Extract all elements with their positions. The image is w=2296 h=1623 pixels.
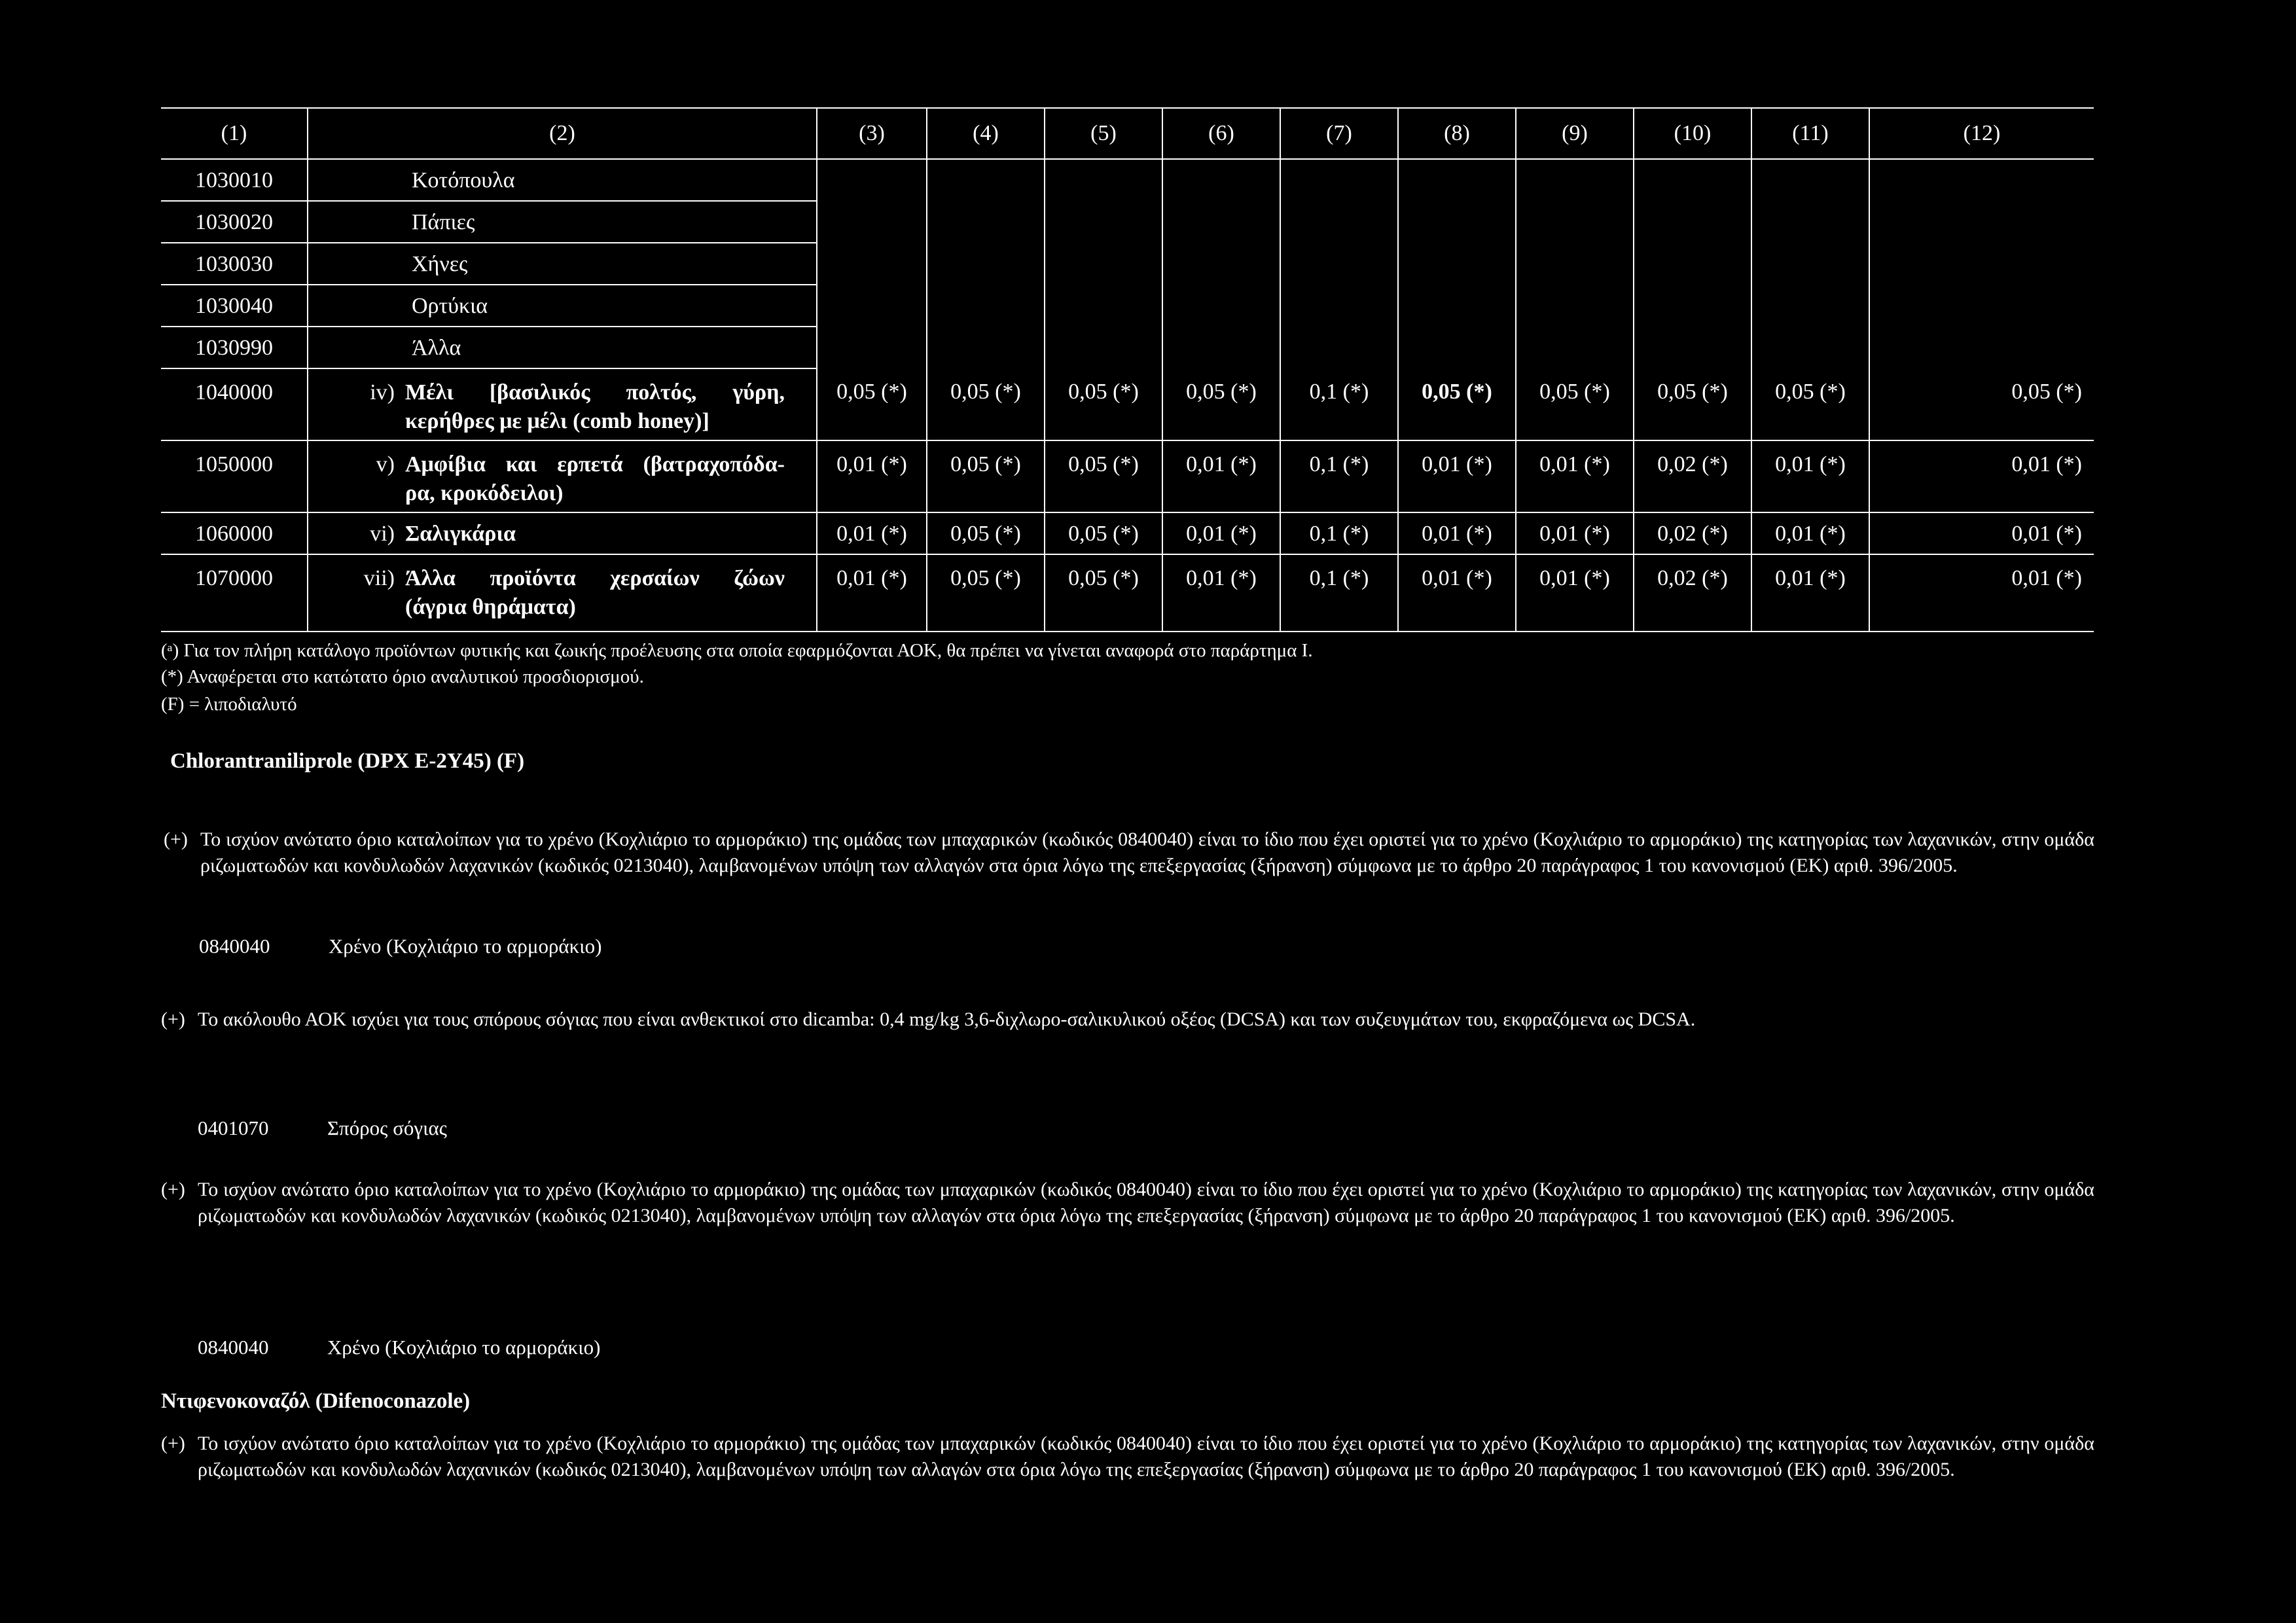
product-name: Άλλα [412,336,461,360]
footnote-paragraph [164,827,2094,879]
product-name: Πάπιες [412,210,475,234]
product-code: 1060000 [161,512,308,554]
product-code: 1070000 [161,554,308,632]
product-name-cell [308,327,817,368]
mrl-value: 0,05 (*) [927,440,1045,512]
column-header: (4) [927,108,1045,159]
product-code: 1030030 [161,243,308,285]
mrl-value: 0,01 (*) [1162,554,1280,632]
reference-code: 0840040 [198,1336,269,1359]
mrl-value: 0,01 (*) [1869,512,2094,554]
mrl-value: 0,1 (*) [1280,512,1398,554]
empty-cell [1398,159,1516,368]
table-row [161,368,2094,440]
product-name-cell [308,512,817,554]
mrl-value: 0,01 (*) [1869,554,2094,632]
footnote-marker: (+) [161,1433,185,1454]
product-name-cell [308,440,817,512]
group-description [405,450,785,508]
product-code: 1030990 [161,327,308,368]
table-row [161,554,2094,632]
mrl-value: 0,02 (*) [1634,440,1751,512]
footnote-paragraph [161,1007,2094,1033]
table-row [161,440,2094,512]
mrl-value: 0,01 (*) [1751,512,1869,554]
empty-cell [1751,159,1869,368]
mrl-value: 0,01 (*) [1162,440,1280,512]
column-header: (12) [1869,108,2094,159]
product-code: 1040000 [161,368,308,440]
empty-cell [1162,159,1280,368]
product-name-cell [308,285,817,327]
reference-product: Σπόρος σόγιας [327,1116,447,1139]
footnote-text: Το ισχύον ανώτατο όριο καταλοίπων για το χρένο (Κοχλιάριο το αρμοράκιο) της ομάδας των μπαχαρικών (κωδικός 0840040) είναι το ίδιο που έχει οριστεί για το χρένο (Κοχλιάριο το αρμοράκιο) της κατηγορίας των λαχανικών, στην ομάδα ριζωματωδών και κονδυλωδών λαχανικών (κωδικός 0213040), λαμβανομένων υπόψη των αλλαγών στα όρια λόγω της επεξεργασίας (ξήρανση) σύμφωνα με το άρθρο 20 παράγραφος 1 του κανονισμού (ΕΚ) αριθ. 396/2005. [198,1433,2094,1480]
product-reference [198,1115,447,1141]
column-header: (9) [1516,108,1634,159]
footnote-text: Το ισχύον ανώτατο όριο καταλοίπων για το χρένο (Κοχλιάριο το αρμοράκιο) της ομάδας των μπαχαρικών (κωδικός 0840040) είναι το ίδιο που έχει οριστεί για το χρένο (Κοχλιάριο το αρμοράκιο) της κατηγορίας των λαχανικών, στην ομάδα ριζωματωδών και κονδυλωδών λαχανικών (κωδικός 0213040), λαμβανομένων υπόψη των αλλαγών στα όρια λόγω της επεξεργασίας (ξήρανση) σύμφωνα με το άρθρο 20 παράγραφος 1 του κανονισμού (ΕΚ) αριθ. 396/2005. [200,829,2094,876]
column-header: (2) [308,108,817,159]
reference-product: Χρένο (Κοχλιάριο το αρμοράκιο) [329,935,602,957]
mrl-value: 0,05 (*) [927,554,1045,632]
mrl-value: 0,05 (*) [1751,368,1869,440]
product-code: 1030010 [161,159,308,201]
mrl-value: 0,01 (*) [817,554,927,632]
group-description [405,564,785,622]
mrl-value: 0,01 (*) [1398,554,1516,632]
mrl-value: 0,1 (*) [1280,368,1398,440]
mrl-value: 0,01 (*) [817,512,927,554]
mrl-value: 0,01 (*) [1516,440,1634,512]
mrl-value: 0,05 (*) [1162,368,1280,440]
product-name-cell [308,368,817,440]
mrl-value: 0,05 (*) [1869,368,2094,440]
mrl-value: 0,02 (*) [1634,512,1751,554]
product-name-cell [308,554,817,632]
mrl-value: 0,01 (*) [1398,512,1516,554]
product-name: Χήνες [412,252,468,276]
group-description: Σαλιγκάρια [405,522,516,546]
footnote-loq: (*) Αναφέρεται στο κατώτατο όριο αναλυτικού προσδιορισμού. [161,666,644,687]
column-header: (11) [1751,108,1869,159]
description-line: ρα, κροκόδειλοι) [405,481,564,505]
footnote-text: Το ακόλουθο ΑΟΚ ισχύει για τους σπόρους σόγιας που είναι ανθεκτικοί στο dicamba: 0,4 mg/kg 3,6-διχλωρο-σαλικυλικού οξέος (DCSA) και των συζευγμάτων του, εκφραζόμενα ως DCSA. [198,1008,1696,1030]
product-code: 1050000 [161,440,308,512]
mrl-value: 0,01 (*) [817,440,927,512]
group-numeral: iv) [370,380,395,404]
column-header: (7) [1280,108,1398,159]
reference-product: Χρένο (Κοχλιάριο το αρμοράκιο) [327,1336,601,1359]
footnote-marker: (+) [161,1179,185,1200]
column-header: (5) [1045,108,1162,159]
product-name-cell [308,201,817,243]
footnote-marker: (+) [161,1008,185,1030]
product-name-cell [308,159,817,201]
footnote-text: Το ισχύον ανώτατο όριο καταλοίπων για το χρένο (Κοχλιάριο το αρμοράκιο) της ομάδας των μπαχαρικών (κωδικός 0840040) είναι το ίδιο που έχει οριστεί για το χρένο (Κοχλιάριο το αρμοράκιο) της κατηγορίας των λαχανικών, στην ομάδα ριζωματωδών και κονδυλωδών λαχανικών (κωδικός 0213040), λαμβανομένων υπόψη των αλλαγών στα όρια λόγω της επεξεργασίας (ξήρανση) σύμφωνα με το άρθρο 20 παράγραφος 1 του κανονισμού (ΕΚ) αριθ. 396/2005. [198,1179,2094,1226]
empty-cell [817,159,927,368]
product-reference [199,933,602,959]
table-header-row [161,108,2094,159]
empty-cell [1045,159,1162,368]
footnote-paragraph [161,1431,2094,1483]
column-header: (8) [1398,108,1516,159]
empty-cell [927,159,1045,368]
empty-cell [1869,159,2094,368]
description-line: (άγρια θηράματα) [405,595,576,619]
substance-title: Chlorantraniliprole (DPX E-2Y45) (F) [170,749,525,773]
product-code: 1030020 [161,201,308,243]
mrl-value: 0,05 (*) [1045,554,1162,632]
mrl-table [161,107,2094,632]
mrl-value: 0,05 (*) [817,368,927,440]
description-line: Μέλι [βασιλικός πολτός, γύρη, [405,380,785,404]
column-header: (10) [1634,108,1751,159]
group-description [405,378,785,436]
mrl-value: 0,01 (*) [1516,512,1634,554]
mrl-value: 0,05 (*) [1045,440,1162,512]
description-line: Αμφίβια και ερπετά (βατραχοπόδα- [405,452,785,476]
mrl-value: 0,1 (*) [1280,440,1398,512]
mrl-value: 0,05 (*) [1045,512,1162,554]
mrl-value: 0,05 (*) [927,512,1045,554]
column-header: (1) [161,108,308,159]
description-line: κερήθρες με μέλι (comb honey)] [405,409,709,433]
mrl-value: 0,01 (*) [1162,512,1280,554]
column-header: (6) [1162,108,1280,159]
table-row [161,159,2094,201]
reference-code: 0401070 [198,1116,269,1139]
footnote-marker: (+) [164,829,188,850]
footnote-annex: (ᵃ) Για τον πλήρη κατάλογο προϊόντων φυτικής και ζωικής προέλευσης στα οποία εφαρμόζονται ΑΟΚ, θα πρέπει να γίνεται αναφορά στο παράρτημα Ι. [161,640,1313,661]
product-name: Ορτύκια [412,294,488,318]
mrl-value: 0,05 (*) [1045,368,1162,440]
mrl-value: 0,01 (*) [1869,440,2094,512]
mrl-value: 0,05 (*) [1634,368,1751,440]
column-header: (3) [817,108,927,159]
reference-code: 0840040 [199,935,270,957]
mrl-value: 0,05 (*) [927,368,1045,440]
product-code: 1030040 [161,285,308,327]
table-row [161,512,2094,554]
product-name: Κοτόπουλα [412,168,515,192]
mrl-value: 0,01 (*) [1751,554,1869,632]
group-numeral: vii) [363,566,395,590]
mrl-value: 0,1 (*) [1280,554,1398,632]
mrl-value: 0,05 (*) [1398,368,1516,440]
group-numeral: v) [376,452,395,476]
mrl-value: 0,02 (*) [1634,554,1751,632]
mrl-value: 0,01 (*) [1398,440,1516,512]
substance-title: Ντιφενοκοναζόλ (Difenoconazole) [161,1389,471,1413]
footnote-paragraph [161,1177,2094,1229]
footnote-fat-soluble: (F) = λιποδιαλυτό [161,694,297,715]
mrl-value: 0,01 (*) [1516,554,1634,632]
empty-cell [1634,159,1751,368]
mrl-value: 0,01 (*) [1751,440,1869,512]
product-reference [198,1334,601,1361]
mrl-value: 0,05 (*) [1516,368,1634,440]
empty-cell [1516,159,1634,368]
empty-cell [1280,159,1398,368]
description-line: Άλλα προϊόντα χερσαίων ζώων [405,566,785,590]
product-name-cell [308,243,817,285]
group-numeral: vi) [370,522,395,546]
